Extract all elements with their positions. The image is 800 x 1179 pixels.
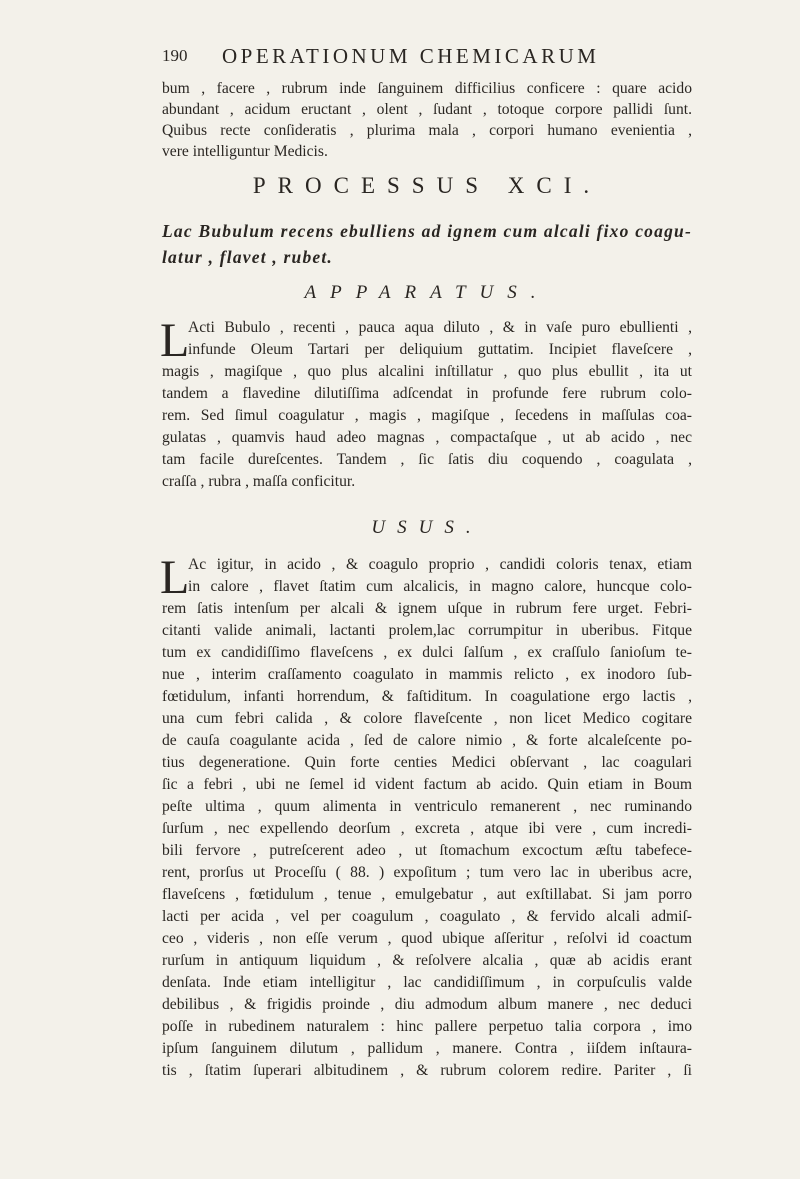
text-line: ceo , videris , non eſſe verum , quod ubique aſſeritur , reſolvi id coactum (162, 930, 692, 947)
text-line: de cauſa coagulante acida , ſed de calore nimio , & forte alcaleſcente po- (162, 732, 692, 749)
process-heading: PROCESSUS XCI. (252, 173, 602, 198)
text-line: Ac igitur, in acido , & coagulo proprio , candidi coloris tenax, etiam (188, 556, 692, 573)
text-line: peſte ultima , quum alimenta in ventriculo remanerent , nec ruminando (162, 798, 692, 815)
text-line: tis , ſtatim ſuperari albitudinem , & rubrum colorem redire. Pariter , ſi (162, 1062, 692, 1079)
text-line: rem ſatis intenſum per alcali & ignem uſque in rubrum fere urget. Febri- (162, 600, 692, 617)
text-line: vere intelliguntur Medicis. (162, 143, 328, 160)
text-line: lacti per acida , vel per coagulum , coagulato , & fervido alcali admiſ- (162, 908, 692, 925)
text-line: debilibus , & frigidis proinde , diu admodum album manere , nec deduci (162, 996, 692, 1013)
text-line: tandem a flavedine dilutiſſima adſcendat in profunde fere rubrum colo- (162, 385, 692, 402)
drop-cap: L (160, 551, 190, 604)
text-line: gulatas , quamvis haud adeo magnas , compactaſque , ut ab acido , nec (162, 429, 692, 446)
usus-heading: USUS. (371, 517, 483, 538)
text-line: Quibus recte conſideratis , plurima mala , corpori humano evenientia , (162, 122, 692, 139)
text-line: ſic a febri , ubi ne ſemel id vident factum ab acido. Quin etiam in Boum (162, 776, 692, 793)
text-line: in calore , flavet ſtatim cum alcalicis, in magno calore, huncque colo- (188, 578, 692, 595)
text-line: rurſum in antiquum liquidum , & reſolvere alcalia , quæ ab acidis erant (162, 952, 692, 969)
text-line: una cum febri calida , & colore flaveſcente , non licet Medico cogitare (162, 710, 692, 727)
text-line: ipſum ſanguinem dilutum , pallidum , manere. Contra , iiſdem inſtaura- (162, 1040, 692, 1057)
text-line: rem. Sed ſimul coagulatur , magis , magiſque , ſecedens in maſſulas coa- (162, 407, 692, 424)
text-line: ſurſum , nec expellendo deorſum , excreta , atque ibi vere , cum incredi- (162, 820, 692, 837)
text-line: tum ex candidiſſimo flaveſcens , ex dulci ſalſum , ex craſſulo ſanioſum te- (162, 644, 692, 661)
text-line: citanti valide animali, lactanti prolem,lac corrumpitur in uberibus. Fitque (162, 622, 692, 639)
text-line: poſſe in rubedinem naturalem : hinc pallere perpetuo talia corpora , imo (162, 1018, 692, 1035)
text-line: flaveſcens , fœtidulum , tenue , emulgebatur , aut exſtillabat. Si jam porro (162, 886, 692, 903)
process-title-line: latur , flavet , rubet. (162, 247, 334, 267)
text-line: tius degeneratione. Quin forte centies Medici obſervant , lac coagulari (162, 754, 692, 771)
process-title-line: Lac Bubulum recens ebulliens ad ignem cum alcali fixo coagu- (162, 221, 692, 241)
text-line: rent, prorſus ut Proceſſu ( 88. ) expoſitum ; tum vero lac in uberibus acre, (162, 864, 692, 881)
apparatus-heading: APPARATUS. (304, 282, 550, 303)
text-line: denſata. Inde etiam intelligitur , lac candidiſſimum , in corpuſculis valde (162, 974, 692, 991)
text-line: Acti Bubulo , recenti , pauca aqua diluto , & in vaſe puro ebullienti , (188, 319, 692, 336)
text-line: magis , magiſque , quo plus alcalini inſtillatur , quo plus ebullit , ita ut (162, 363, 692, 380)
text-line: tam facile dureſcentes. Tandem , ſic ſatis diu coquendo , coagulata , (162, 451, 692, 468)
text-line: craſſa , rubra , maſſa conficitur. (162, 473, 356, 490)
text-line: abundant , acidum eructant , olent , ſudant , totoque corpore pallidi ſunt. (162, 101, 692, 118)
text-line: nue , interim craſſamento coagulato in mammis relicto , ex inodoro ſub- (162, 666, 692, 683)
page-number: 190 (162, 46, 188, 65)
running-head: OPERATIONUM CHEMICARUM (222, 44, 600, 68)
text-line: infunde Oleum Tartari per deliquium guttatim. Incipiet flaveſcere , (188, 341, 692, 358)
text-line: bili fervore , putreſcerent adeo , ut ſtomachum excoctum æſtu tabefece- (162, 842, 692, 859)
text-line: fœtidulum, infanti horrendum, & faſtiditum. In coagulatione ergo lactis , (162, 688, 692, 705)
page-header (162, 44, 684, 70)
text-line: bum , facere , rubrum inde ſanguinem difficilius conficere : quare acido (162, 80, 692, 97)
drop-cap: L (160, 314, 190, 367)
